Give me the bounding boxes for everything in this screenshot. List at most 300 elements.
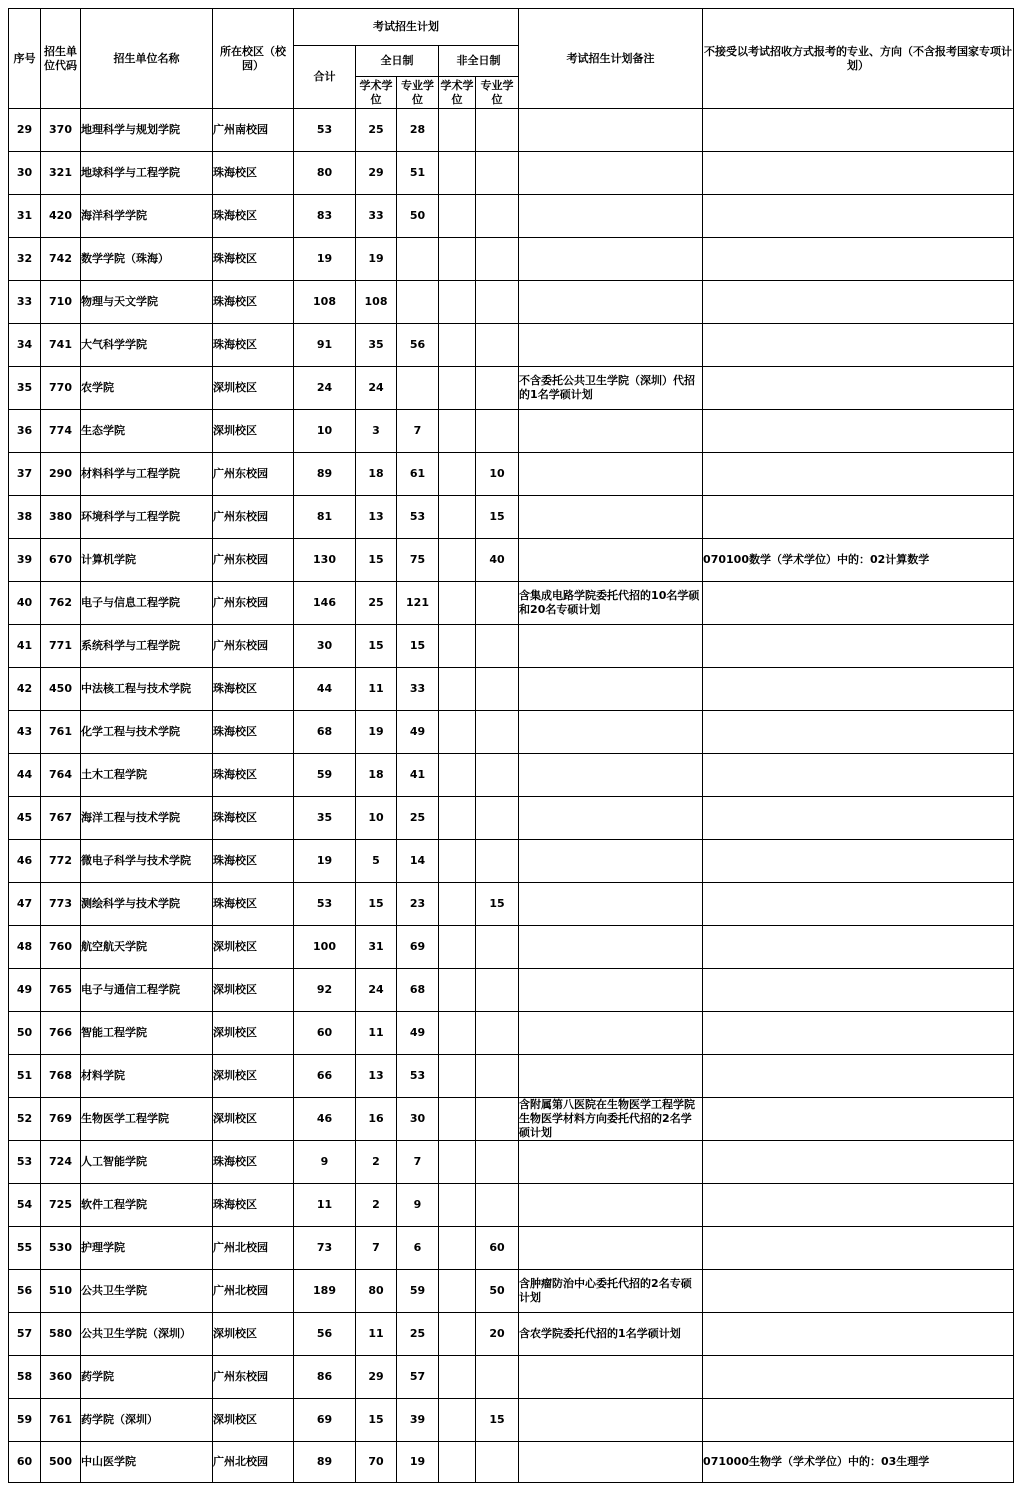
table-row — [9, 668, 1014, 711]
table-row — [9, 1227, 1014, 1270]
cell-ft-academic: 16 — [356, 1098, 397, 1141]
cell-pt-professional — [476, 754, 519, 797]
cell-campus: 珠海校区 — [213, 324, 294, 367]
cell-total: 19 — [294, 840, 356, 883]
cell-code: 580 — [41, 1313, 81, 1356]
cell-name: 化学工程与技术学院 — [81, 711, 213, 754]
cell-pt-academic — [439, 711, 476, 754]
cell-seq: 39 — [9, 539, 41, 582]
cell-ft-professional: 75 — [397, 539, 439, 582]
cell-remark — [519, 840, 703, 883]
cell-excluded — [703, 840, 1014, 883]
cell-total: 35 — [294, 797, 356, 840]
cell-remark — [519, 152, 703, 195]
cell-total: 89 — [294, 453, 356, 496]
cell-excluded — [703, 625, 1014, 668]
cell-name: 微电子科学与技术学院 — [81, 840, 213, 883]
table-row — [9, 840, 1014, 883]
cell-total: 24 — [294, 367, 356, 410]
cell-total: 9 — [294, 1141, 356, 1184]
cell-excluded — [703, 410, 1014, 453]
table-body — [9, 109, 1014, 1483]
table-row — [9, 883, 1014, 926]
cell-excluded — [703, 195, 1014, 238]
cell-code: 760 — [41, 926, 81, 969]
cell-pt-academic — [439, 840, 476, 883]
cell-excluded — [703, 1399, 1014, 1442]
cell-remark — [519, 109, 703, 152]
cell-seq: 36 — [9, 410, 41, 453]
cell-seq: 38 — [9, 496, 41, 539]
table-row — [9, 582, 1014, 625]
cell-ft-academic: 25 — [356, 582, 397, 625]
cell-excluded — [703, 367, 1014, 410]
cell-excluded: 070100数学（学术学位）中的：02计算数学 — [703, 539, 1014, 582]
cell-pt-academic — [439, 1012, 476, 1055]
cell-code: 768 — [41, 1055, 81, 1098]
cell-campus: 广州东校园 — [213, 582, 294, 625]
cell-excluded — [703, 1227, 1014, 1270]
cell-seq: 32 — [9, 238, 41, 281]
cell-pt-professional — [476, 1098, 519, 1141]
cell-pt-professional — [476, 281, 519, 324]
table-row — [9, 410, 1014, 453]
cell-ft-academic: 11 — [356, 668, 397, 711]
cell-code: 741 — [41, 324, 81, 367]
cell-name: 地理科学与规划学院 — [81, 109, 213, 152]
header-parttime: 非全日制 — [439, 46, 519, 77]
cell-ft-professional: 39 — [397, 1399, 439, 1442]
cell-ft-academic: 108 — [356, 281, 397, 324]
header-campus: 所在校区（校园） — [213, 9, 294, 109]
cell-name: 物理与天文学院 — [81, 281, 213, 324]
cell-pt-professional — [476, 926, 519, 969]
cell-name: 系统科学与工程学院 — [81, 625, 213, 668]
cell-pt-academic — [439, 1141, 476, 1184]
cell-ft-academic: 24 — [356, 367, 397, 410]
cell-ft-academic: 19 — [356, 238, 397, 281]
table-row — [9, 1442, 1014, 1483]
cell-seq: 59 — [9, 1399, 41, 1442]
cell-pt-academic — [439, 582, 476, 625]
cell-excluded — [703, 883, 1014, 926]
cell-pt-professional — [476, 1442, 519, 1483]
table-row — [9, 1184, 1014, 1227]
cell-seq: 52 — [9, 1098, 41, 1141]
cell-total: 10 — [294, 410, 356, 453]
header-pt-professional: 专业学位 — [476, 77, 519, 109]
cell-code: 725 — [41, 1184, 81, 1227]
cell-seq: 33 — [9, 281, 41, 324]
cell-pt-academic — [439, 883, 476, 926]
table-row — [9, 625, 1014, 668]
cell-excluded — [703, 969, 1014, 1012]
cell-ft-professional: 25 — [397, 1313, 439, 1356]
cell-total: 89 — [294, 1442, 356, 1483]
cell-ft-academic: 5 — [356, 840, 397, 883]
header-ft-academic: 学术学位 — [356, 77, 397, 109]
cell-ft-professional: 15 — [397, 625, 439, 668]
cell-campus: 广州北校园 — [213, 1227, 294, 1270]
enrollment-plan-table — [8, 8, 1014, 1483]
header-excluded: 不接受以考试招收方式报考的专业、方向（不含报考国家专项计划） — [703, 9, 1014, 109]
cell-remark — [519, 410, 703, 453]
cell-remark — [519, 668, 703, 711]
table-header — [9, 9, 1014, 109]
cell-name: 材料科学与工程学院 — [81, 453, 213, 496]
cell-remark — [519, 1442, 703, 1483]
cell-pt-academic — [439, 926, 476, 969]
cell-code: 670 — [41, 539, 81, 582]
cell-total: 189 — [294, 1270, 356, 1313]
cell-name: 药学院 — [81, 1356, 213, 1399]
cell-name: 农学院 — [81, 367, 213, 410]
cell-total: 130 — [294, 539, 356, 582]
cell-seq: 31 — [9, 195, 41, 238]
cell-ft-professional: 51 — [397, 152, 439, 195]
cell-code: 710 — [41, 281, 81, 324]
cell-ft-academic: 7 — [356, 1227, 397, 1270]
cell-remark — [519, 281, 703, 324]
cell-pt-professional: 50 — [476, 1270, 519, 1313]
cell-code: 724 — [41, 1141, 81, 1184]
cell-ft-professional — [397, 281, 439, 324]
cell-campus: 深圳校区 — [213, 1399, 294, 1442]
cell-campus: 珠海校区 — [213, 1184, 294, 1227]
cell-pt-academic — [439, 453, 476, 496]
cell-code: 290 — [41, 453, 81, 496]
cell-pt-academic — [439, 754, 476, 797]
cell-code: 771 — [41, 625, 81, 668]
cell-pt-professional: 15 — [476, 1399, 519, 1442]
cell-pt-academic — [439, 367, 476, 410]
cell-pt-professional: 60 — [476, 1227, 519, 1270]
cell-seq: 44 — [9, 754, 41, 797]
cell-ft-academic: 24 — [356, 969, 397, 1012]
cell-ft-professional: 25 — [397, 797, 439, 840]
cell-remark — [519, 496, 703, 539]
cell-ft-academic: 29 — [356, 152, 397, 195]
cell-pt-academic — [439, 281, 476, 324]
cell-name: 数学学院（珠海） — [81, 238, 213, 281]
cell-name: 测绘科学与技术学院 — [81, 883, 213, 926]
cell-pt-academic — [439, 969, 476, 1012]
cell-remark — [519, 1141, 703, 1184]
cell-total: 11 — [294, 1184, 356, 1227]
cell-code: 773 — [41, 883, 81, 926]
cell-seq: 40 — [9, 582, 41, 625]
cell-ft-academic: 13 — [356, 496, 397, 539]
cell-pt-professional — [476, 1012, 519, 1055]
cell-ft-professional: 14 — [397, 840, 439, 883]
cell-seq: 47 — [9, 883, 41, 926]
cell-ft-professional: 9 — [397, 1184, 439, 1227]
cell-name: 电子与通信工程学院 — [81, 969, 213, 1012]
cell-remark — [519, 883, 703, 926]
cell-pt-professional — [476, 840, 519, 883]
cell-ft-professional: 6 — [397, 1227, 439, 1270]
cell-total: 30 — [294, 625, 356, 668]
table-row — [9, 539, 1014, 582]
header-plan: 考试招生计划 — [294, 9, 519, 46]
cell-pt-academic — [439, 1055, 476, 1098]
header-fulltime: 全日制 — [356, 46, 439, 77]
cell-seq: 57 — [9, 1313, 41, 1356]
cell-campus: 广州东校园 — [213, 539, 294, 582]
table-row — [9, 238, 1014, 281]
cell-excluded — [703, 1356, 1014, 1399]
cell-total: 19 — [294, 238, 356, 281]
cell-ft-academic: 11 — [356, 1313, 397, 1356]
cell-remark: 含附属第八医院在生物医学工程学院生物医学材料方向委托代招的2名学硕计划 — [519, 1098, 703, 1141]
cell-pt-professional — [476, 324, 519, 367]
cell-ft-professional: 19 — [397, 1442, 439, 1483]
cell-campus: 珠海校区 — [213, 840, 294, 883]
cell-ft-professional: 50 — [397, 195, 439, 238]
cell-campus: 珠海校区 — [213, 797, 294, 840]
cell-total: 91 — [294, 324, 356, 367]
table-row — [9, 367, 1014, 410]
cell-pt-academic — [439, 1399, 476, 1442]
cell-campus: 广州南校园 — [213, 109, 294, 152]
cell-code: 530 — [41, 1227, 81, 1270]
cell-total: 108 — [294, 281, 356, 324]
header-code: 招生单位代码 — [41, 9, 81, 109]
cell-ft-professional: 7 — [397, 410, 439, 453]
cell-campus: 深圳校区 — [213, 969, 294, 1012]
cell-pt-academic — [439, 1270, 476, 1313]
cell-total: 83 — [294, 195, 356, 238]
cell-ft-academic: 2 — [356, 1141, 397, 1184]
cell-ft-professional: 41 — [397, 754, 439, 797]
cell-code: 761 — [41, 711, 81, 754]
cell-ft-professional: 28 — [397, 109, 439, 152]
cell-total: 86 — [294, 1356, 356, 1399]
cell-pt-professional: 40 — [476, 539, 519, 582]
cell-ft-professional: 59 — [397, 1270, 439, 1313]
cell-remark — [519, 1184, 703, 1227]
cell-pt-professional — [476, 625, 519, 668]
cell-ft-academic: 15 — [356, 1399, 397, 1442]
cell-seq: 48 — [9, 926, 41, 969]
cell-pt-professional — [476, 238, 519, 281]
table-row — [9, 1012, 1014, 1055]
cell-seq: 42 — [9, 668, 41, 711]
cell-ft-professional — [397, 238, 439, 281]
table-row — [9, 195, 1014, 238]
cell-campus: 珠海校区 — [213, 668, 294, 711]
cell-seq: 49 — [9, 969, 41, 1012]
header-total: 合计 — [294, 46, 356, 109]
cell-pt-academic — [439, 1442, 476, 1483]
cell-excluded: 071000生物学（学术学位）中的：03生理学 — [703, 1442, 1014, 1483]
cell-name: 生态学院 — [81, 410, 213, 453]
cell-total: 56 — [294, 1313, 356, 1356]
cell-name: 海洋工程与技术学院 — [81, 797, 213, 840]
cell-remark — [519, 324, 703, 367]
cell-remark — [519, 625, 703, 668]
table-row — [9, 969, 1014, 1012]
cell-excluded — [703, 1055, 1014, 1098]
cell-campus: 珠海校区 — [213, 152, 294, 195]
cell-code: 742 — [41, 238, 81, 281]
cell-pt-professional — [476, 152, 519, 195]
cell-seq: 29 — [9, 109, 41, 152]
cell-excluded — [703, 711, 1014, 754]
cell-total: 69 — [294, 1399, 356, 1442]
cell-total: 60 — [294, 1012, 356, 1055]
cell-name: 药学院（深圳） — [81, 1399, 213, 1442]
cell-ft-academic: 29 — [356, 1356, 397, 1399]
table-row — [9, 1055, 1014, 1098]
cell-code: 764 — [41, 754, 81, 797]
cell-campus: 深圳校区 — [213, 1012, 294, 1055]
cell-code: 360 — [41, 1356, 81, 1399]
cell-pt-academic — [439, 324, 476, 367]
cell-total: 44 — [294, 668, 356, 711]
cell-seq: 60 — [9, 1442, 41, 1483]
cell-code: 321 — [41, 152, 81, 195]
cell-ft-professional: 53 — [397, 1055, 439, 1098]
cell-total: 73 — [294, 1227, 356, 1270]
cell-pt-academic — [439, 496, 476, 539]
cell-remark — [519, 1399, 703, 1442]
cell-seq: 35 — [9, 367, 41, 410]
cell-ft-professional: 61 — [397, 453, 439, 496]
cell-ft-academic: 15 — [356, 625, 397, 668]
cell-pt-academic — [439, 1313, 476, 1356]
cell-pt-academic — [439, 410, 476, 453]
cell-ft-professional: 33 — [397, 668, 439, 711]
cell-ft-academic: 15 — [356, 883, 397, 926]
cell-seq: 45 — [9, 797, 41, 840]
cell-ft-academic: 25 — [356, 109, 397, 152]
cell-excluded — [703, 152, 1014, 195]
cell-pt-academic — [439, 625, 476, 668]
cell-pt-professional — [476, 367, 519, 410]
cell-code: 770 — [41, 367, 81, 410]
cell-ft-professional: 30 — [397, 1098, 439, 1141]
cell-total: 81 — [294, 496, 356, 539]
cell-seq: 37 — [9, 453, 41, 496]
cell-ft-professional: 57 — [397, 1356, 439, 1399]
cell-excluded — [703, 1270, 1014, 1313]
cell-remark — [519, 1356, 703, 1399]
cell-pt-professional — [476, 1184, 519, 1227]
table-row — [9, 324, 1014, 367]
cell-seq: 34 — [9, 324, 41, 367]
cell-name: 电子与信息工程学院 — [81, 582, 213, 625]
cell-pt-professional: 10 — [476, 453, 519, 496]
cell-ft-professional: 49 — [397, 711, 439, 754]
cell-total: 80 — [294, 152, 356, 195]
cell-campus: 珠海校区 — [213, 883, 294, 926]
cell-excluded — [703, 238, 1014, 281]
cell-ft-academic: 10 — [356, 797, 397, 840]
cell-code: 380 — [41, 496, 81, 539]
cell-code: 765 — [41, 969, 81, 1012]
cell-seq: 55 — [9, 1227, 41, 1270]
cell-remark — [519, 969, 703, 1012]
cell-ft-professional — [397, 367, 439, 410]
table-row — [9, 496, 1014, 539]
cell-campus: 深圳校区 — [213, 1098, 294, 1141]
cell-campus: 深圳校区 — [213, 410, 294, 453]
cell-pt-academic — [439, 195, 476, 238]
cell-name: 中山医学院 — [81, 1442, 213, 1483]
cell-seq: 54 — [9, 1184, 41, 1227]
cell-pt-professional — [476, 410, 519, 453]
cell-ft-academic: 19 — [356, 711, 397, 754]
cell-excluded — [703, 926, 1014, 969]
cell-pt-professional: 20 — [476, 1313, 519, 1356]
cell-excluded — [703, 1098, 1014, 1141]
cell-pt-academic — [439, 238, 476, 281]
cell-code: 769 — [41, 1098, 81, 1141]
cell-code: 450 — [41, 668, 81, 711]
cell-name: 环境科学与工程学院 — [81, 496, 213, 539]
table-row — [9, 281, 1014, 324]
cell-campus: 深圳校区 — [213, 367, 294, 410]
cell-remark: 含农学院委托代招的1名学硕计划 — [519, 1313, 703, 1356]
table-row — [9, 1270, 1014, 1313]
cell-name: 中法核工程与技术学院 — [81, 668, 213, 711]
cell-seq: 53 — [9, 1141, 41, 1184]
cell-pt-professional — [476, 711, 519, 754]
cell-name: 计算机学院 — [81, 539, 213, 582]
table-row — [9, 1098, 1014, 1141]
cell-excluded — [703, 1012, 1014, 1055]
cell-pt-academic — [439, 1227, 476, 1270]
cell-seq: 30 — [9, 152, 41, 195]
cell-ft-professional: 68 — [397, 969, 439, 1012]
cell-pt-academic — [439, 1184, 476, 1227]
table-row — [9, 109, 1014, 152]
cell-remark: 含集成电路学院委托代招的10名学硕和20名专硕计划 — [519, 582, 703, 625]
table-row — [9, 754, 1014, 797]
cell-excluded — [703, 797, 1014, 840]
cell-ft-professional: 23 — [397, 883, 439, 926]
table-row — [9, 1356, 1014, 1399]
cell-code: 767 — [41, 797, 81, 840]
cell-name: 地球科学与工程学院 — [81, 152, 213, 195]
table-row — [9, 152, 1014, 195]
cell-campus: 深圳校区 — [213, 926, 294, 969]
cell-total: 59 — [294, 754, 356, 797]
cell-name: 大气科学学院 — [81, 324, 213, 367]
cell-ft-academic: 35 — [356, 324, 397, 367]
table-row — [9, 711, 1014, 754]
cell-campus: 珠海校区 — [213, 1141, 294, 1184]
cell-total: 46 — [294, 1098, 356, 1141]
cell-campus: 珠海校区 — [213, 281, 294, 324]
table-row — [9, 1141, 1014, 1184]
cell-excluded — [703, 496, 1014, 539]
cell-ft-professional: 53 — [397, 496, 439, 539]
cell-ft-professional: 7 — [397, 1141, 439, 1184]
cell-campus: 广州东校园 — [213, 625, 294, 668]
cell-name: 材料学院 — [81, 1055, 213, 1098]
cell-seq: 58 — [9, 1356, 41, 1399]
cell-seq: 56 — [9, 1270, 41, 1313]
cell-pt-academic — [439, 1356, 476, 1399]
cell-pt-professional — [476, 1055, 519, 1098]
cell-campus: 珠海校区 — [213, 238, 294, 281]
cell-campus: 深圳校区 — [213, 1313, 294, 1356]
cell-seq: 43 — [9, 711, 41, 754]
header-remark: 考试招生计划备注 — [519, 9, 703, 109]
cell-ft-professional: 121 — [397, 582, 439, 625]
